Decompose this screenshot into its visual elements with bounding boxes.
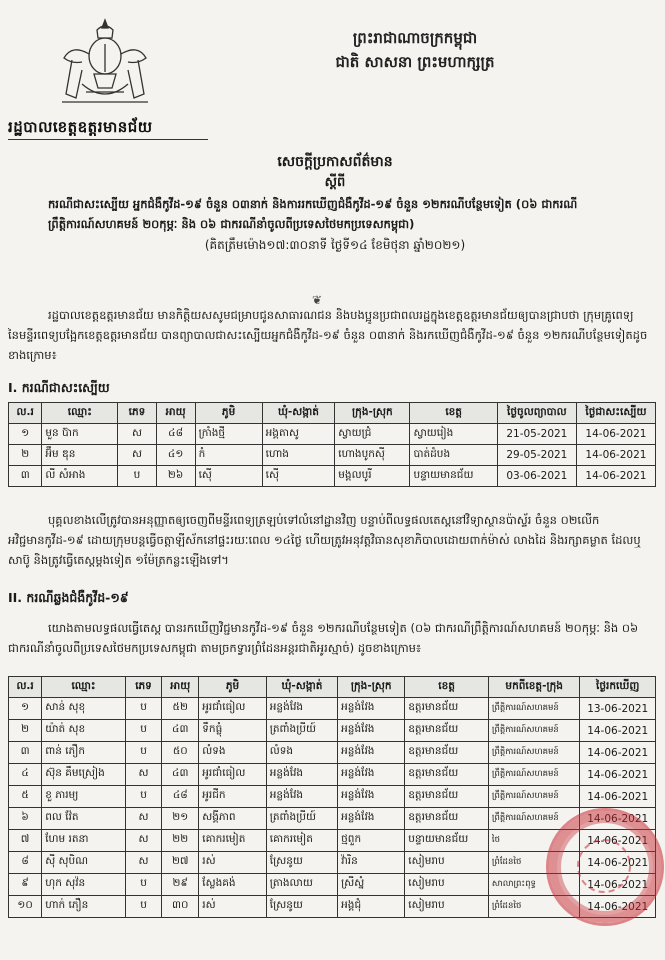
table-cell: 21-05-2021 [497,424,576,445]
table-cell: ៤៣ [162,764,199,786]
table-cell: ហាក់ ភឿន [42,896,126,918]
table-cell: ហោង [262,445,335,466]
table-cell: ត្រពាំងប្រីយ៍ [266,808,337,830]
table-row [9,445,656,466]
table-cell: ២ [9,445,42,466]
table-cell: សៀមរាប [405,852,489,874]
table-cell: 14-06-2021 [580,786,656,808]
table-row [9,896,656,918]
table-cell: ព្រឹត្តិការណ៍សហគមន៍ [488,808,579,830]
table-cell: 14-06-2021 [580,720,656,742]
table-cell: មង្គលបូរី [335,466,410,487]
table-cell: ឧត្តរមានជ័យ [405,742,489,764]
table-cell: ស៊ើ [262,466,335,487]
table-cell: 14-06-2021 [576,466,655,487]
column-header: ខេត្ត [410,403,497,424]
column-header: ថ្ងៃរកឃើញ [580,677,656,698]
table-cell: 14-06-2021 [580,896,656,918]
column-header: ឃុំ-សង្កាត់ [262,403,335,424]
document-title: សេចក្តីប្រកាសព័ត៌មាន [277,154,393,170]
table-cell: ប [125,720,161,742]
table-cell: ប [125,742,161,764]
table-cell: អន្លង់វែង [266,698,337,720]
table-cell: ២ [9,720,42,742]
table-cell: អង្គតាសូ [262,424,335,445]
table-cell: ព្រំដែនថៃ [488,896,579,918]
table-cell: ៥២ [162,698,199,720]
table-cell: ឧត្តរមានជ័យ [405,786,489,808]
table-cell: ត្រពាំងប្រីយ៍ [266,720,337,742]
column-header: ថ្ងៃចូលព្យាបាល [497,403,576,424]
column-header: ថ្ងៃជាសះស្បើយ [576,403,655,424]
table-cell: ប [125,698,161,720]
table-cell: ១០ [9,896,42,918]
table-header-row [9,677,656,698]
ornament-icon: ❦ [312,293,323,307]
table-cell: ក្រាំងថ្មី [195,424,262,445]
table-cell: ស [125,830,161,852]
column-header: ភេទ [125,677,161,698]
table-cell: អូរជាំធៀល [199,764,267,786]
column-header: អាយុ [156,403,195,424]
table-cell: ស [125,852,161,874]
table-header-row [9,403,656,424]
table-cell: 14-06-2021 [580,808,656,830]
column-header: ល.រ [9,403,42,424]
table-cell: បន្ទាយមានជ័យ [405,830,489,852]
table-cell: 13-06-2021 [580,698,656,720]
table-cell: លី សំអាង [42,466,118,487]
table-cell: ស [118,424,156,445]
table-cell: ប [125,786,161,808]
table-cell: កំ [195,445,262,466]
table-cell: អន្លង់វែង [266,786,337,808]
table-cell: សាលាព្រះពុទ្ធ [488,874,579,896]
table-cell: សៀមរាប [405,874,489,896]
table-cell: ខួ ភារម្យ [42,786,126,808]
table-cell: សៀមរាប [405,896,489,918]
table-cell: ៤៨ [162,786,199,808]
table-cell: 14-06-2021 [580,764,656,786]
table-cell: 29-05-2021 [497,445,576,466]
table-cell: រស់ [199,852,267,874]
table-row [9,808,656,830]
table-cell: យ៉ាត់ សុខ [42,720,126,742]
table-cell: ឧត្តរមានជ័យ [405,808,489,830]
table-cell: ៧ [9,830,42,852]
table-cell: ស្លែងគង់ [199,874,267,896]
section-recovered-title: I. ករណីជាសះស្បើយ [8,380,110,395]
table-cell: 14-06-2021 [580,852,656,874]
column-header: ឃុំ-សង្កាត់ [266,677,337,698]
table-cell: ព្រំដែនថៃ [488,852,579,874]
table-cell: ៨ [9,852,42,874]
column-header: ឈ្មោះ [42,403,118,424]
table-cell: ២២ [162,830,199,852]
column-header: មកពីខេត្ត-ក្រុង [488,677,579,698]
table-cell: អ៊ឹម ឌុន [42,445,118,466]
table-cell: ស៊ុន គឹមស្រៀង [42,764,126,786]
table-cell: ពល វ៉ែត [42,808,126,830]
table-cell: ត្រាងលាយ [266,874,337,896]
intro-paragraph: រដ្ឋបាលខេត្តឧត្តរមានជ័យ មានកិត្តិយសសូមជម្រាបជូនសាធារណជន និងបងប្អូនប្រជាពលរដ្ឋក្នុងខេត្តឧត្តរមានជ័យឲ្យបានជ្រាបថា ក្រុមគ្រូពេទ្យ នៃមន្ទីរពេទ្យបង្អែកខេត្តឧត្តរមានជ័យ បានព្យាបាលជាសះស្បើយអ្នកជំងឺកូវីដ-១៩ ចំនួន ០៣នាក់ និងរកឃើញជំងឺកូវីដ-១៩ ចំនួន ១២ករណីបន្ថែមទៀតដូចខាងក្រោម៖ [8,308,648,362]
table-cell: ប [125,896,161,918]
table-cell: វ៉ារិន [338,852,405,874]
table-cell: ហោងបូកស៊ី [335,445,410,466]
table-cell: អូរជីក [199,786,267,808]
table-cell: អង្គជុំ [338,896,405,918]
table-cell: ព្រឹត្តិការណ៍សហគមន៍ [488,698,579,720]
column-header: ល.រ [9,677,42,698]
table-cell: បាត់ដំបង [410,445,497,466]
table-cell: ៥ [9,786,42,808]
column-header: ឈ្មោះ [42,677,126,698]
table-cell: ស៊ើ [195,466,262,487]
table-cell: ៣ [9,742,42,764]
national-motto: ជាតិ សាសនា ព្រះមហាក្សត្រ [335,53,495,71]
table-cell: ស [125,808,161,830]
table-cell: ស្រែនូយ [266,852,337,874]
table-cell: ២៧ [162,852,199,874]
issuing-authority: រដ្ឋបាលខេត្តឧត្តរមានជ័យ [8,118,153,136]
table-row [9,874,656,896]
document-heading [40,152,630,256]
table-cell: ៣ [9,466,42,487]
table-cell: ១ [9,424,42,445]
table-cell: ថៃ [488,830,579,852]
table-cell: ស្រែនូយ [266,896,337,918]
table-cell: 14-06-2021 [580,874,656,896]
royal-coat-of-arms-icon [42,14,168,110]
table-row [9,786,656,808]
table-cell: លំទង [266,742,337,764]
kingdom-motto [300,26,530,74]
column-header: ភេទ [118,403,156,424]
table-cell: ឧត្តរមានជ័យ [405,764,489,786]
table-row [9,424,656,445]
table-cell: ព្រឹត្តិការណ៍សហគមន៍ [488,742,579,764]
table-cell: ពាន់ ភឿក [42,742,126,764]
table-cell: គោករមៀត [199,830,267,852]
table-cell: អន្លង់វែង [338,808,405,830]
authority-underline [8,139,208,140]
table-cell: សាន់ សុខុ [42,698,126,720]
new-cases-table-body [9,698,656,918]
table-row [9,830,656,852]
table-cell: ប [118,466,156,487]
table-cell: ២១ [162,808,199,830]
table-cell: បន្ទាយមានជ័យ [410,466,497,487]
table-cell: ស្រីស្នំ [338,874,405,896]
table-cell: ព្រឹត្តិការណ៍សហគមន៍ [488,786,579,808]
table-cell: ឧត្តរមានជ័យ [405,720,489,742]
section-cases-title: II. ករណីឆ្លងជំងឺកូវីដ-១៩ [8,590,129,605]
table-cell: ២៦ [156,466,195,487]
table-cell: ៤៣ [162,720,199,742]
recovered-table [8,402,656,487]
table-row [9,764,656,786]
table-cell: មួន ប៊ាក [42,424,118,445]
column-header: ភូមិ [195,403,262,424]
table-cell: ២៩ [162,874,199,896]
table-cell: ហុក សុវ៉ន [42,874,126,896]
table-row [9,852,656,874]
table-cell: 14-06-2021 [580,742,656,764]
column-header: ក្រុង-ស្រុក [335,403,410,424]
new-cases-table [8,676,656,918]
cases-paragraph: យោងតាមលទ្ធផលធ្វើតេស្ត បានរកឃើញវិជ្ជមានកូវីដ-១៩ ចំនួន ១២ករណីបន្ថែមទៀត (០៦ ជាករណីព្រឹត្តិការណ៍សហគមន៍ ២០កុម្ភៈ និង ០៦ ជាករណីនាំចូលពីប្រទេសថៃមកប្រទេសកម្ពុជា តាមច្រកទ្វារព្រំដែនអន្តរជាតិអូរស្មាច់) ដូចខាងក្រោម៖ [8,621,639,655]
table-cell: ព្រឹត្តិការណ៍សហគមន៍ [488,720,579,742]
table-cell: ប [125,874,161,896]
column-header: ភូមិ [199,677,267,698]
kingdom-name: ព្រះរាជាណាចក្រកម្ពុជា [352,29,478,47]
table-cell: អូរជាំធៀល [199,698,267,720]
table-cell: ថ្មពួក [338,830,405,852]
table-cell: ៦ [9,808,42,830]
column-header: ក្រុង-ស្រុក [338,677,405,698]
table-cell: ស្វាយជ្រំ [335,424,410,445]
table-cell: អន្លង់វែង [338,742,405,764]
table-cell: អន្លង់វែង [338,698,405,720]
table-cell: រស់ [199,896,267,918]
table-cell: ៤១ [156,445,195,466]
table-row [9,742,656,764]
table-cell: អន្លង់វែង [266,764,337,786]
table-cell: សង្គីភាព [199,808,267,830]
table-cell: ១ [9,698,42,720]
table-cell: ៩ [9,874,42,896]
column-header: អាយុ [162,677,199,698]
table-cell: ព្រឹត្តិការណ៍សហគមន៍ [488,764,579,786]
table-cell: ហែម រតនា [42,830,126,852]
table-cell: ស្វាយរៀង [410,424,497,445]
discharge-paragraph: បុគ្គលខាងលើត្រូវបានអនុញ្ញាតឲ្យចេញពីមន្ទីរពេទ្យត្រឡប់ទៅលំនៅដ្ឋានវិញ បន្ទាប់ពីលទ្ធផលតេស្តនៅវិទ្យាស្ថានប៉ាស្ទ័រ ចំនួន ០២លើក អវិជ្ជមានកូវីដ-១៩ ដោយក្រុមបន្តធ្វើចត្តាឡីស័កនៅផ្ទះរយៈពេល ១៤ថ្ងៃ ហើយត្រូវអនុវត្តវិធានសុខាភិបាលដោយពាក់ម៉ាស់ លាងដៃ និងរក្សាគម្លាត ដែលឬសាប៊ូ និងត្រូវធ្វើតេស្តម្តងទៀត ១ម៉ែត្រកន្លះឡើងទៅ។ [8,513,641,567]
column-header: ខេត្ត [405,677,489,698]
table-cell: ៤៨ [156,424,195,445]
table-cell: ៣០ [162,896,199,918]
table-cell: ៤ [9,764,42,786]
table-cell: ឧត្តរមានជ័យ [405,698,489,720]
table-row [9,720,656,742]
table-cell: 03-06-2021 [497,466,576,487]
table-cell: 14-06-2021 [576,445,655,466]
table-cell: អន្លង់វែង [338,764,405,786]
table-cell: អន្លង់វែង [338,786,405,808]
table-cell: ស [125,764,161,786]
document-time: (គិតត្រឹមម៉ោង១៧:៣០នាទី ថ្ងៃទី១៤ ខែមិថុនា ឆ្នាំ២០២១) [204,238,466,252]
table-cell: ៥០ [162,742,199,764]
table-cell: 14-06-2021 [576,424,655,445]
table-cell: គោករមៀត [266,830,337,852]
table-cell: លំទង [199,742,267,764]
table-row [9,466,656,487]
table-cell: 14-06-2021 [580,830,656,852]
table-cell: ស [118,445,156,466]
table-row [9,698,656,720]
document-about: ស្តីពី [324,175,346,190]
document-subject: ករណីជាសះស្បើយ អ្នកជំងឺកូវីដ-១៩ ចំនួន ០៣នាក់ និងការរកឃើញជំងឺកូវីដ-១៩ ចំនួន ១២ករណីបន្ថែមទៀត (០៦ ជាករណីព្រឹត្តិការណ៍សហគមន៍ ២០កុម្ភៈ និង ០៦ ជាករណីនាំចូលពីប្រទេសថៃមកប្រទេសកម្ពុជា) [48,197,578,231]
table-cell: អន្លង់វែង [338,720,405,742]
table-cell: ទឹកធ្លុំ [199,720,267,742]
table-cell: ស៊ី សុបិណ [42,852,126,874]
